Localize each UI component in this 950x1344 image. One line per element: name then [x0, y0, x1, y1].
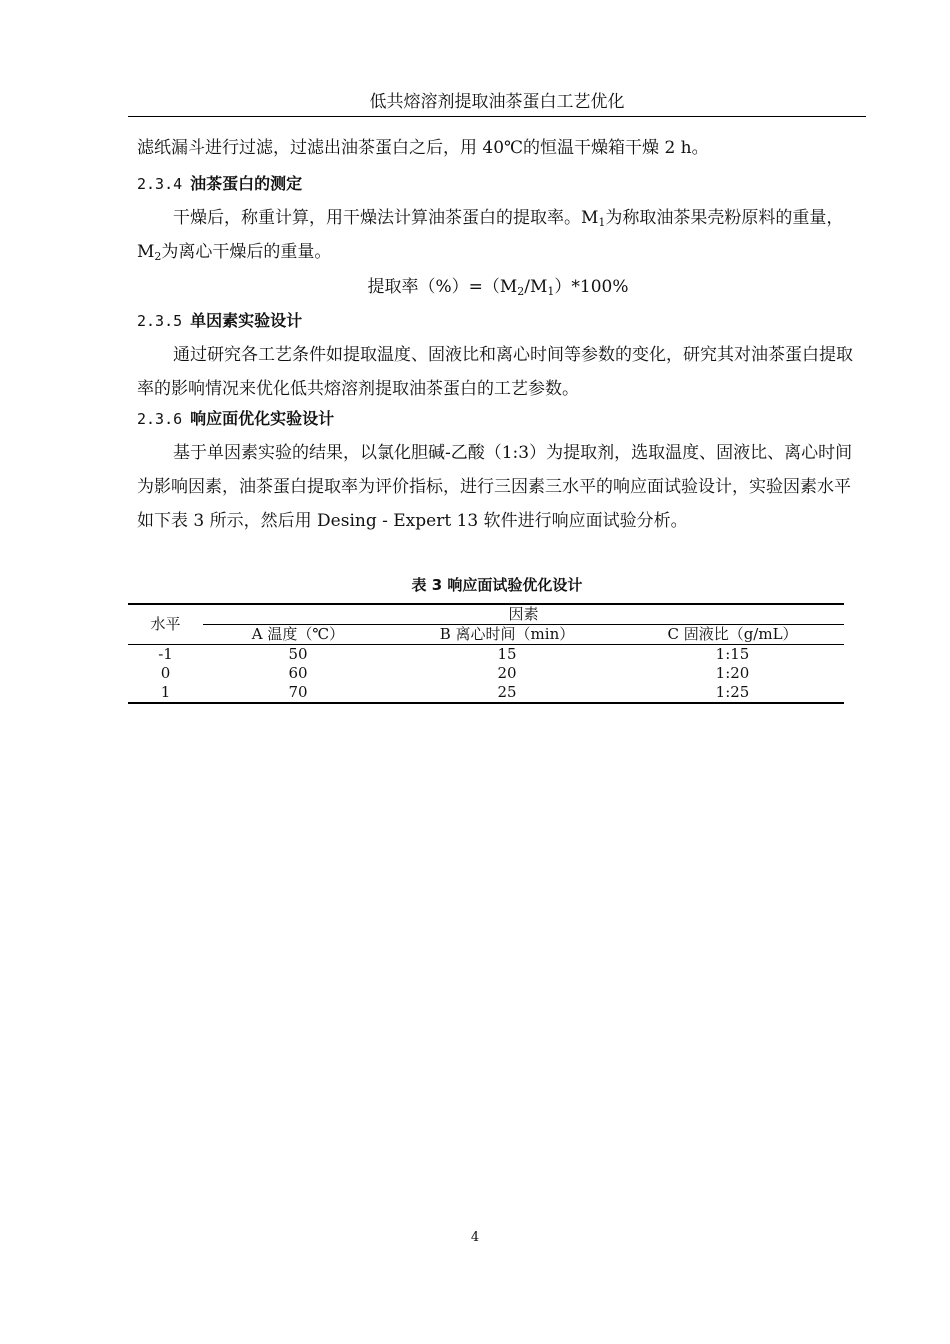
- text-run: 为称取油茶果壳粉原料的重量，M: [137, 208, 844, 262]
- table-cell: 50: [288, 645, 308, 663]
- formula-part: 提取率（%）=（M: [367, 277, 518, 297]
- column-header-a: A 温度（℃）: [203, 625, 393, 645]
- table-cell: 25: [393, 683, 621, 703]
- table-row: [128, 683, 844, 703]
- section-heading-2-3-5: [137, 309, 302, 333]
- text-run: 为离心干燥后的重量。: [161, 242, 332, 262]
- paragraph-response-surface: 基于单因素实验的结果，以氯化胆碱-乙酸（1:3）为提取剂，选取温度、固液比、离心时间为影响因素，油茶蛋白提取率为评价指标，进行三因素三水平的响应面试验设计，实验因素水平如下表 3 所示，然后用 Desing - Expert 13 软件进行响应面试验分析。: [137, 443, 853, 531]
- table-cell: 1: [128, 683, 203, 703]
- table-row: [128, 645, 844, 665]
- table-cell: -1: [158, 645, 173, 663]
- subscript: 2: [517, 285, 525, 298]
- factor-header: 因素: [203, 604, 844, 625]
- running-header: 低共熔溶剂提取油茶蛋白工艺优化: [128, 88, 866, 117]
- section-number: 2.3.5: [137, 312, 183, 330]
- subscript: 2: [154, 250, 162, 263]
- section-title: 单因素实验设计: [190, 311, 303, 330]
- section-title: 响应面优化实验设计: [190, 409, 335, 428]
- paragraph-single-factor: 通过研究各工艺条件如提取温度、固液比和离心时间等参数的变化，研究其对油茶蛋白提取率的影响情况来优化低共熔溶剂提取油茶蛋白的工艺参数。: [137, 345, 853, 399]
- paragraph-measurement: [137, 201, 859, 269]
- column-header-c: C 固液比（g/mL）: [621, 625, 844, 645]
- text-run: 干燥后，称重计算，用干燥法计算油茶蛋白的提取率。M: [173, 208, 599, 228]
- extraction-rate-formula: [137, 274, 859, 300]
- table-cell: 70: [203, 683, 393, 703]
- table-cell: 60: [288, 664, 308, 682]
- page-number: 4: [470, 1230, 480, 1245]
- formula-part: ）*100%: [554, 277, 629, 297]
- formula-part: /M: [524, 277, 548, 297]
- table-row: [128, 664, 844, 683]
- section-heading-2-3-6: [137, 407, 334, 431]
- table-cell: 15: [497, 645, 517, 663]
- section-heading-2-3-4: [137, 172, 302, 196]
- section-title: 油茶蛋白的测定: [190, 174, 303, 193]
- table-cell: 1:15: [715, 645, 750, 663]
- table-cell: 0: [160, 664, 171, 682]
- table-caption: 表 3 响应面试验优化设计: [411, 576, 583, 594]
- level-header: 水平: [128, 604, 203, 645]
- factor-level-table: [128, 603, 844, 704]
- table-cell: 1:25: [621, 683, 844, 703]
- table-cell: 1:20: [715, 664, 750, 682]
- column-header-b: B 离心时间（min）: [393, 625, 621, 645]
- paragraph-continuation: 滤纸漏斗进行过滤，过滤出油茶蛋白之后，用 40℃的恒温干燥箱干燥 2 h。: [137, 138, 709, 158]
- subscript: 1: [547, 285, 555, 298]
- section-number: 2.3.4: [137, 175, 183, 193]
- subscript: 1: [598, 216, 606, 229]
- section-number: 2.3.6: [137, 410, 183, 428]
- table-cell: 20: [497, 664, 517, 682]
